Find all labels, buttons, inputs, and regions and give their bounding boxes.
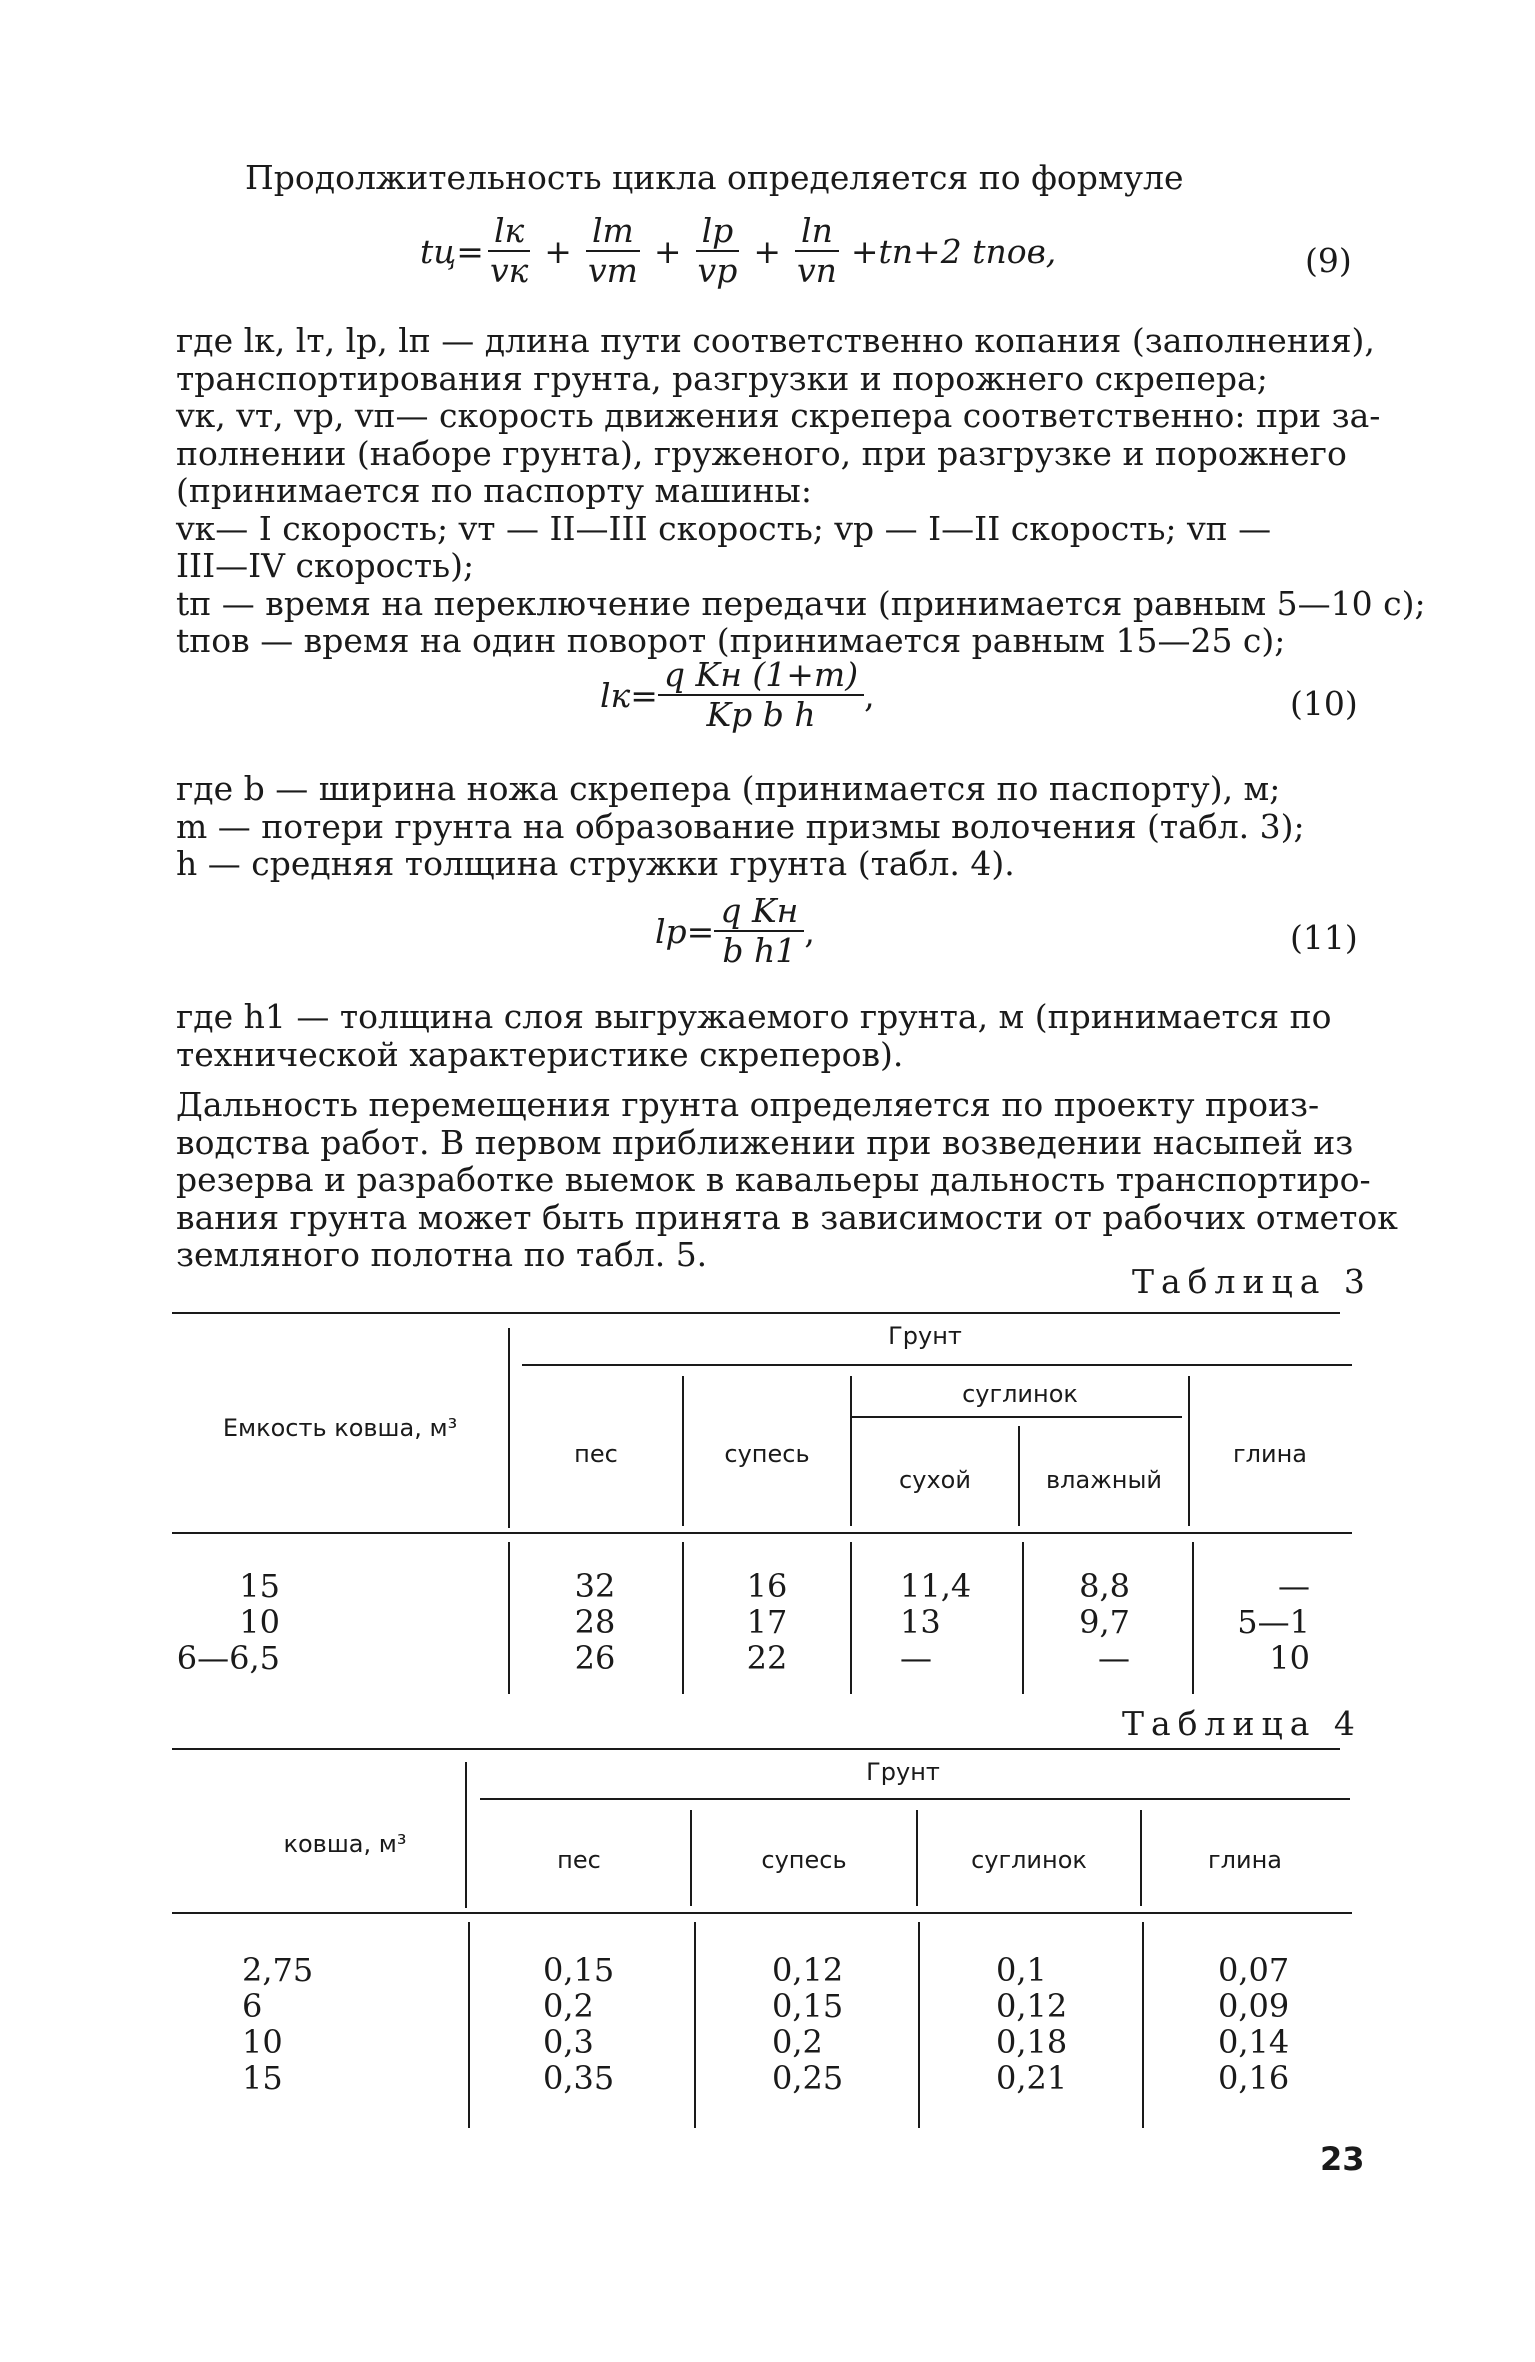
page-number: 23 <box>1320 2140 1365 2178</box>
table-4-head-loam: суглинок <box>971 1846 1087 1874</box>
table-3-col-wet: 8,8 9,7 — <box>1079 1567 1130 1677</box>
formula-9-term: $\frac{lт}{vт}$ <box>587 211 638 290</box>
formula-11-number: (11) <box>1290 918 1358 957</box>
table-4-col-capacity: 2,75 6 10 15 <box>242 1951 314 2097</box>
table-3-head-soil: Грунт <box>888 1322 962 1350</box>
table-4-head-sand: пес <box>557 1846 601 1874</box>
table-3-head-capacity: Емкость ковша, м³ <box>222 1414 458 1442</box>
table-4-col-sand: 0,15 0,2 0,3 0,35 <box>543 1951 615 2097</box>
table-3-head-dry: сухой <box>899 1466 971 1494</box>
table-3-head-sand: пес <box>574 1440 618 1468</box>
body-paragraph: Дальность перемещения грунта определяется по проекту произ- водства работ. В первом приближении при возведении насыпей из резерва и разработке выемок в кавальеры дальность транспортиро- вания грунта может быть принята в зависимости от рабочих отметок земляного полотна по табл. 5. <box>176 1085 1398 1274</box>
formula-9-tail: +tп+2 tпов, <box>850 231 1057 271</box>
table-4-col-clay: 0,07 0,09 0,14 0,16 <box>1218 1951 1290 2097</box>
table-4-head-clay: глина <box>1208 1846 1282 1874</box>
table-3-head-clay: глина <box>1233 1440 1307 1468</box>
formula-9: tц= $\frac{lк}{vк}$ + $\frac{lт}{vт}$ + $\frac{lр}{vр}$ + $\frac{lп}{vп}$ +tп+2 tпов, <box>420 211 1057 290</box>
table-4-head-sandy-loam: супесь <box>761 1846 847 1874</box>
table-3-head-wet: влажный <box>1045 1466 1163 1494</box>
formula-10-number: (10) <box>1290 684 1358 723</box>
table-4-head-soil: Грунт <box>866 1758 940 1786</box>
table-4-caption: Таблица 4 <box>1122 1704 1362 1743</box>
table-3-col-sand: 32 28 26 <box>574 1567 616 1677</box>
table-3-col-clay: — 5—1 10 <box>1237 1567 1310 1677</box>
formula-9-number: (9) <box>1305 241 1352 280</box>
definitions-paragraph-1: где lк, lт, lр, lп — длина пути соответственно копания (заполнения), транспортирования грунта, разгрузки и порожнего скрепера; vк, vт, vр, vп— скорость движения скрепера соответственно: при за- полнении (наборе грунта), груженого, при разгрузке и порожнего (принимается по паспорту машины: vк— I скорость; vт — II—III скорость; vр — I—II скорость; vп — III—IV скорость); tп — время на переключение передачи (принимается равным 5—10 с); tпов — время на один поворот (принимается равным 15—25 с); <box>176 321 1426 660</box>
table-4-col-sandy-loam: 0,12 0,15 0,2 0,25 <box>772 1951 844 2097</box>
definitions-paragraph-3: где h1 — толщина слоя выгружаемого грунта, м (принимается по технической характеристике скреперов). <box>176 997 1332 1074</box>
formula-10: lк= $\frac{\text{q Kн (1+m)}}{\text{Kр b h}}$ , <box>600 655 875 734</box>
table-3-col-sandy-loam: 16 17 22 <box>746 1567 788 1677</box>
table-3-head-sandy-loam: супесь <box>724 1440 810 1468</box>
formula-9-term: $\frac{lп}{vп}$ <box>796 211 837 290</box>
table-3-caption: Таблица 3 <box>1132 1262 1372 1301</box>
formula-11: lр= $\frac{\text{q Kн}}{\text{b h1}}$ , <box>655 891 815 970</box>
formula-9-term: $\frac{lр}{vр}$ <box>697 211 738 290</box>
table-3-head-loam: суглинок <box>962 1380 1078 1408</box>
formula-9-term: $\frac{lк}{vк}$ <box>489 211 529 290</box>
intro-text: Продолжительность цикла определяется по формуле <box>245 158 1184 197</box>
table-4-head-capacity: ковша, м³ <box>283 1830 407 1858</box>
table-3-col-capacity: 15 10 6—6,5 <box>176 1567 280 1677</box>
definitions-paragraph-2: где b — ширина ножа скрепера (принимается по паспорту), м; m — потери грунта на образование призмы волочения (табл. 3); h — средняя толщина стружки грунта (табл. 4). <box>176 769 1305 883</box>
table-4-col-loam: 0,1 0,12 0,18 0,21 <box>996 1951 1068 2097</box>
table-3-col-dry: 11,4 13 — <box>900 1567 972 1677</box>
formula-9-lhs: tц= <box>420 231 484 271</box>
